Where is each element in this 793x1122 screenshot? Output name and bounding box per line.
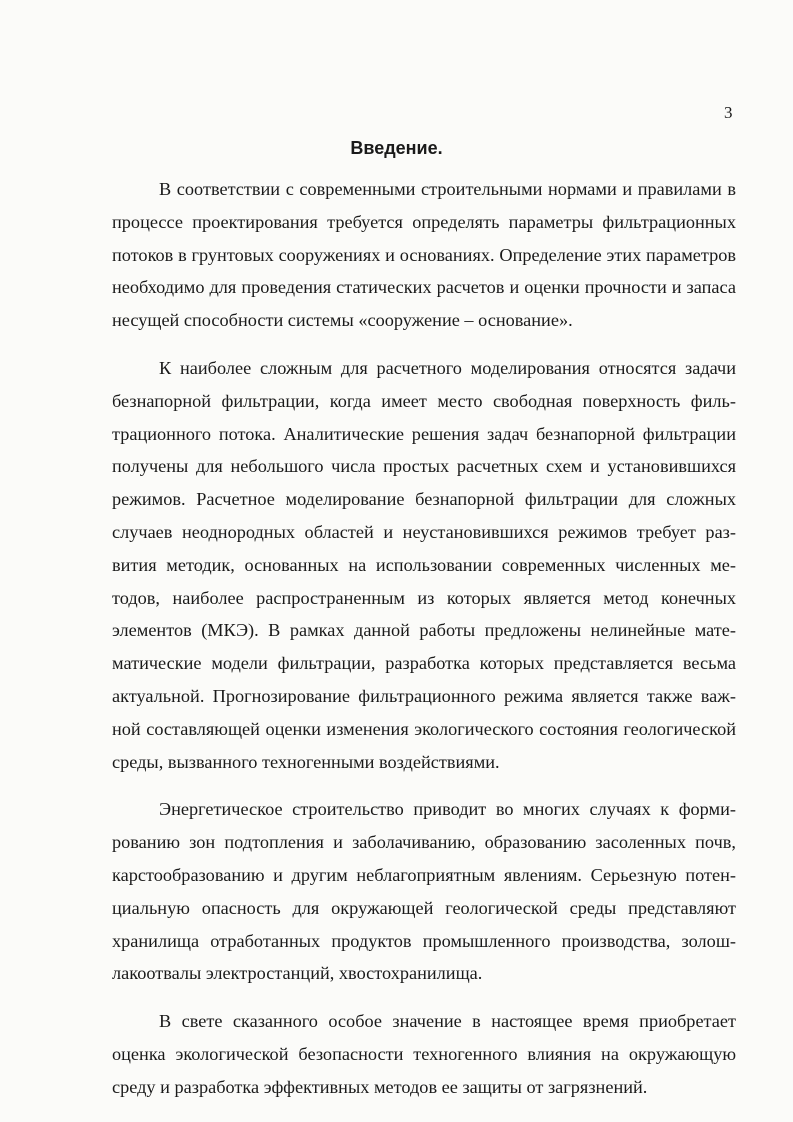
paragraph-1: В соответствии с современными строительными нормами и правилами в процессе проектирования требуется определять параметры фильтрационных потоков в грунтовых сооружениях и основаниях. Определение этих параметров необходимо для проведения статических расчетов и оценки прочности и запаса несущей способности системы «сооружение – основание». xyxy=(112,179,736,331)
paragraph-3: Энергетическое строительство приводит во многих случаях к формированию зон подтопления и заболачиванию, образованию засоленных почв, карстообразованию и другим неблагоприятным явлениям. Серьезную потенциальную опасность для окружающей геологической среды представляют хранилища отработанных продуктов промышленного производства, золошлакоотвалы электростанций, хвостохранилища. xyxy=(112,799,736,984)
paragraph-2: К наиболее сложным для расчетного моделирования относятся задачи безнапорной фильтрации, когда имеет место свободная поверхность фильтрационного потока. Аналитические решения задач безнапорной фильтрации получены для небольшого числа простых расчетных схем и установившихся режимов. Расчетное моделирование безнапорной фильтрации для сложных случаев неоднородных областей и неустановившихся режимов требует развития методик, основанных на использовании современных численных методов, наиболее распространенным из которых является метод конечных элементов (МКЭ). В рамках данной работы предложены нелинейные математические модели фильтрации, разработка которых представляется весьма актуальной. Прогнозирование фильтрационного режима является также важной составляющей оценки изменения экологического состояния геологической среды, вызванного техногенными воздействиями. xyxy=(112,357,736,772)
paragraph-4: В свете сказанного особое значение в настоящее время приобретает оценка экологической безопасности техногенного влияния на окружающую среду и разработка эффективных методов ее защиты от загрязнений. xyxy=(112,1011,736,1097)
body-text xyxy=(112,173,736,1119)
page-number: 3 xyxy=(724,103,733,122)
section-heading: Введение. xyxy=(350,138,443,158)
